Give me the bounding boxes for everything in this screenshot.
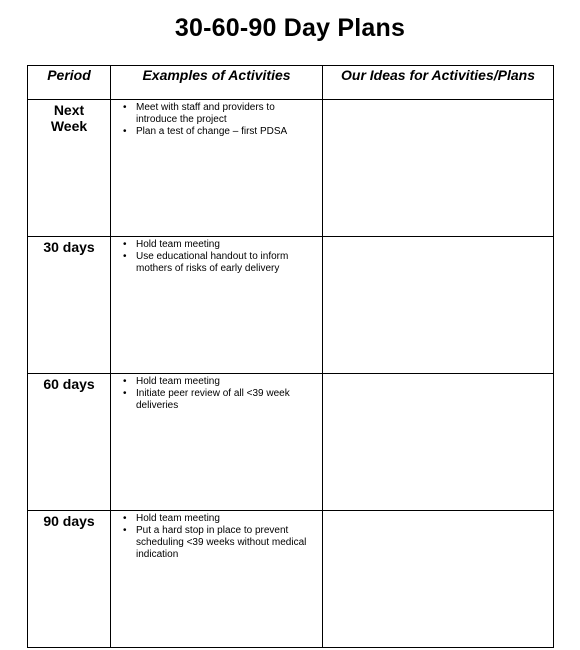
ideas-cell[interactable] bbox=[323, 374, 554, 511]
list-item: • Hold team meeting bbox=[123, 239, 318, 251]
period-label: Next Week bbox=[50, 102, 88, 134]
activities-list bbox=[111, 374, 322, 412]
list-item: • Meet with staff and providers to introduce the project bbox=[123, 102, 318, 126]
table-row bbox=[28, 374, 554, 511]
period-cell bbox=[28, 237, 111, 374]
header-row bbox=[28, 66, 554, 100]
ideas-cell[interactable] bbox=[323, 237, 554, 374]
period-label: 60 days bbox=[43, 376, 95, 392]
plan-table bbox=[27, 65, 554, 648]
list-item: • Use educational handout to inform mothers of risks of early delivery bbox=[123, 251, 318, 275]
activities-list bbox=[111, 237, 322, 275]
list-item: • Hold team meeting bbox=[123, 513, 318, 525]
header-examples: Examples of Activities bbox=[111, 66, 323, 100]
table-row bbox=[28, 511, 554, 648]
table-row bbox=[28, 100, 554, 237]
header-period: Period bbox=[28, 66, 111, 100]
ideas-cell[interactable] bbox=[323, 100, 554, 237]
period-label: 30 days bbox=[43, 239, 95, 255]
list-item: • Plan a test of change – first PDSA bbox=[123, 126, 318, 138]
period-cell bbox=[28, 511, 111, 648]
period-cell bbox=[28, 100, 111, 237]
examples-cell bbox=[111, 100, 323, 237]
list-item: • Put a hard stop in place to prevent scheduling <39 weeks without medical indication bbox=[123, 525, 318, 561]
list-item: • Initiate peer review of all <39 week deliveries bbox=[123, 388, 318, 412]
header-ideas: Our Ideas for Activities/Plans bbox=[323, 66, 554, 100]
activities-list bbox=[111, 100, 322, 138]
list-item: • Hold team meeting bbox=[123, 376, 318, 388]
period-cell bbox=[28, 374, 111, 511]
ideas-cell[interactable] bbox=[323, 511, 554, 648]
examples-cell bbox=[111, 237, 323, 374]
period-label: 90 days bbox=[43, 513, 95, 529]
examples-cell bbox=[111, 374, 323, 511]
activities-list bbox=[111, 511, 322, 561]
table-row bbox=[28, 237, 554, 374]
page-title: 30-60-90 Day Plans bbox=[174, 14, 406, 42]
examples-cell bbox=[111, 511, 323, 648]
